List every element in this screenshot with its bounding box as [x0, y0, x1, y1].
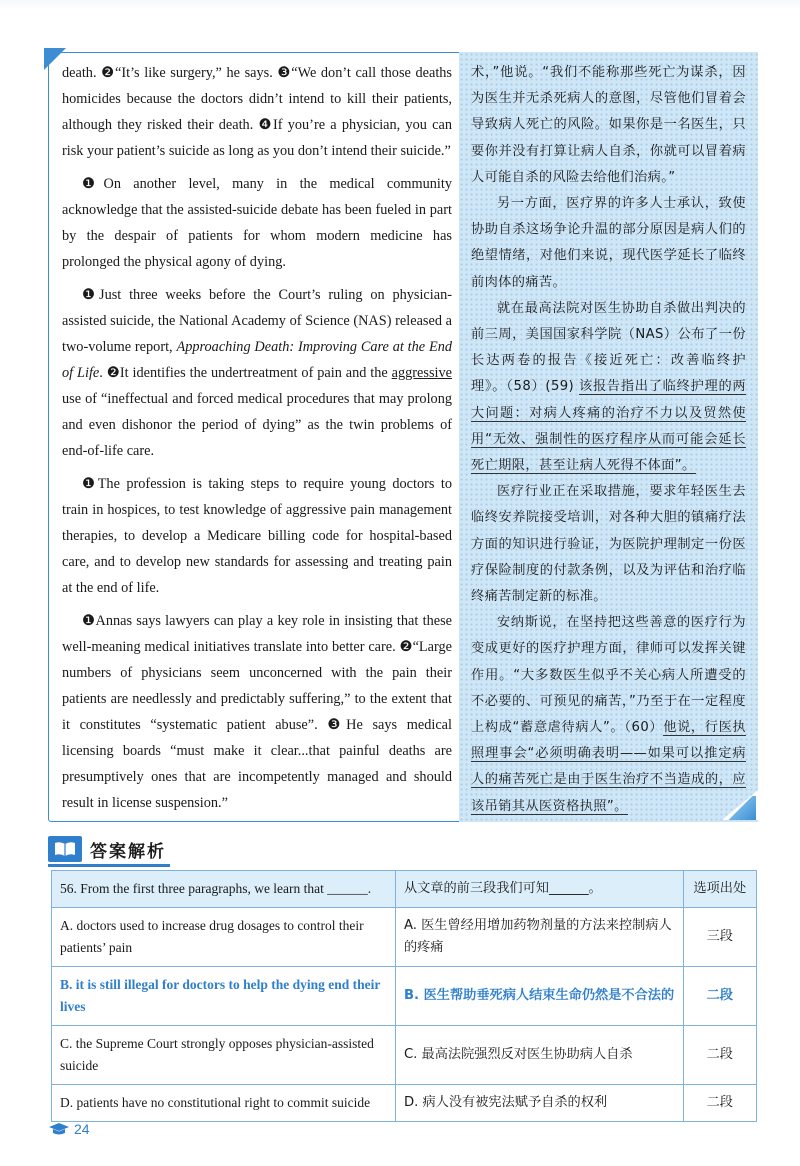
- option-c-en: C. the Supreme Court strongly opposes physician-assisted suicide: [52, 1026, 396, 1085]
- english-paragraph-1: death. ❷“It’s like surgery,” he says. ❸“We don’t call those deaths homicides because the doctors didn’t intend to kill their patients, although they risked their death. ❹If you’re a physician, you can risk your patient’s suicide as long as you don’t intend their suicide.”: [62, 65, 452, 159]
- chinese-paragraph-1: 术，”他说。“我们不能称那些死亡为谋杀，因为医生并无杀死病人的意图，尽管他们冒着会导致病人死亡的风险。如果你是一名医生，只要你并没有打算让病人自杀，你就可以冒着病人可能自杀的风险去给他们治病。”: [471, 65, 746, 185]
- option-a-zh: A. 医生曾经用增加药物剂量的方法来控制病人的疼痛: [395, 908, 683, 967]
- option-b-en: B. it is still illegal for doctors to help the dying end their lives: [52, 967, 396, 1026]
- option-d-zh: D. 病人没有被宪法赋予自杀的权利: [395, 1085, 683, 1122]
- option-c-zh: C. 最高法院强烈反对医生协助病人自杀: [395, 1026, 683, 1085]
- table-row: [52, 1085, 757, 1122]
- source-header: 选项出处: [683, 871, 756, 908]
- page-footer: [48, 1120, 90, 1138]
- english-paragraph-3-text-c: use of “ineffectual and forced medical procedures that may prolong and even dishonor the period of dying” as the twin problems of end-of-life care.: [62, 391, 452, 459]
- page-top-strip: [0, 0, 800, 10]
- option-d-source: 二段: [683, 1085, 756, 1122]
- page-number: 24: [74, 1121, 90, 1137]
- answer-table: [51, 870, 757, 1122]
- graduation-cap-icon: [48, 1122, 70, 1136]
- option-c-source: 二段: [683, 1026, 756, 1085]
- page-curl-shade: [726, 796, 756, 820]
- answer-analysis-header: [48, 834, 166, 864]
- chinese-paragraph-3: [471, 296, 746, 479]
- option-b-source: 二段: [683, 967, 756, 1026]
- table-header-row: [52, 871, 757, 908]
- chinese-paragraph-2: 另一方面，医疗界的许多人士承认，致使协助自杀这场争论升温的部分原因是病人们的绝望情绪，对他们来说，现代医学延长了临终前肉体的痛苦。: [471, 196, 746, 290]
- chinese-translation: [459, 52, 758, 822]
- section-title: 答案解析: [90, 841, 166, 862]
- english-paragraph-5: ❶Annas says lawyers can play a key role in insisting that these well-meaning medical initiatives translate into better care. ❷“Large numbers of physicians seem unconcerned with the pain their patients are needlessly and predictably suffering,” to the extent that it constitutes “systematic patient abuse”. ❸He says medical licensing boards “must make it clear...that painful deaths are presumptively ones that are incompetently managed and should result in license suspension.”: [62, 613, 452, 811]
- question-zh: 从文章的前三段我们可知______。: [395, 871, 683, 908]
- chinese-paragraph-5: [471, 610, 746, 820]
- underlined-word-aggressive: aggressive: [391, 365, 452, 381]
- open-book-icon: [48, 836, 82, 862]
- chinese-paragraph-5-underlined: 他说，行医执照理事会“必须明确表明——如果可以推定病人的痛苦死亡是由于医生治疗不当造成的，应该吊销其从医资格执照”。: [471, 720, 747, 814]
- chinese-paragraph-5-text: 安纳斯说，在坚持把这些善意的医疗行为变成更好的医疗护理方面，律师可以发挥关键作用。“大多数医生似乎不关心病人所遭受的不必要的、可预见的痛苦，”乃至于在一定程度上构成“蓄意虐待病人”。（60）: [471, 615, 746, 736]
- option-a-source: 三段: [683, 908, 756, 967]
- question-en: 56. From the first three paragraphs, we learn that ______.: [52, 871, 396, 908]
- chinese-paragraph-3-underlined: 该报告指出了临终护理的两大问题：对病人疼痛的治疗不力以及贸然使用“无效、强制性的医疗程序从而可能会延长死亡期限，甚至让病人死得不体面”。: [471, 379, 746, 474]
- table-row: [52, 1026, 757, 1085]
- option-d-en: D. patients have no constitutional right to commit suicide: [52, 1085, 396, 1122]
- english-paragraph-3-text-b: . ❷It identifies the undertreatment of pain and the: [99, 365, 392, 381]
- chinese-paragraph-4: 医疗行业正在采取措施，要求年轻医生去临终安养院接受培训，对各种大胆的镇痛疗法方面的知识进行验证，为医院护理制定一份医疗保险制度的付款条例，以及为评估和治疗临终痛苦制定新的标准。: [471, 484, 746, 605]
- option-b-zh: B. 医生帮助垂死病人结束生命仍然是不合法的: [395, 967, 683, 1026]
- english-paragraph-4: ❶The profession is taking steps to require young doctors to train in hospices, to test knowledge of aggressive pain management therapies, to develop a Medicare billing code for hospital-based care, and to develop new standards for assessing and treating pain at the end of life.: [62, 476, 452, 596]
- report-title: Approaching Death: Improving Care at the End of Life: [62, 339, 452, 381]
- english-paragraph-3-text-a: ❶Just three weeks before the Court’s ruling on physician-assisted suicide, the National Academy of Science (NAS) released a two-volume report,: [62, 287, 452, 355]
- table-row-correct-answer: [52, 967, 757, 1026]
- english-paragraph-2: ❶On another level, many in the medical community acknowledge that the assisted-suicide debate has been fueled in part by the despair of patients for whom modern medicine has prolonged the physical agony of dying.: [62, 176, 452, 270]
- table-row: [52, 908, 757, 967]
- option-a-en: A. doctors used to increase drug dosages to control their patients’ pain: [52, 908, 396, 967]
- chinese-paragraph-3-text: 就在最高法院对医生协助自杀做出判决的前三周，美国国家科学院（NAS）公布了一份长达两卷的报告《接近死亡：改善临终护理》。（58）(59): [471, 300, 746, 395]
- english-passage: [62, 60, 452, 823]
- english-paragraph-3: [62, 282, 452, 464]
- header-rule: [48, 864, 170, 867]
